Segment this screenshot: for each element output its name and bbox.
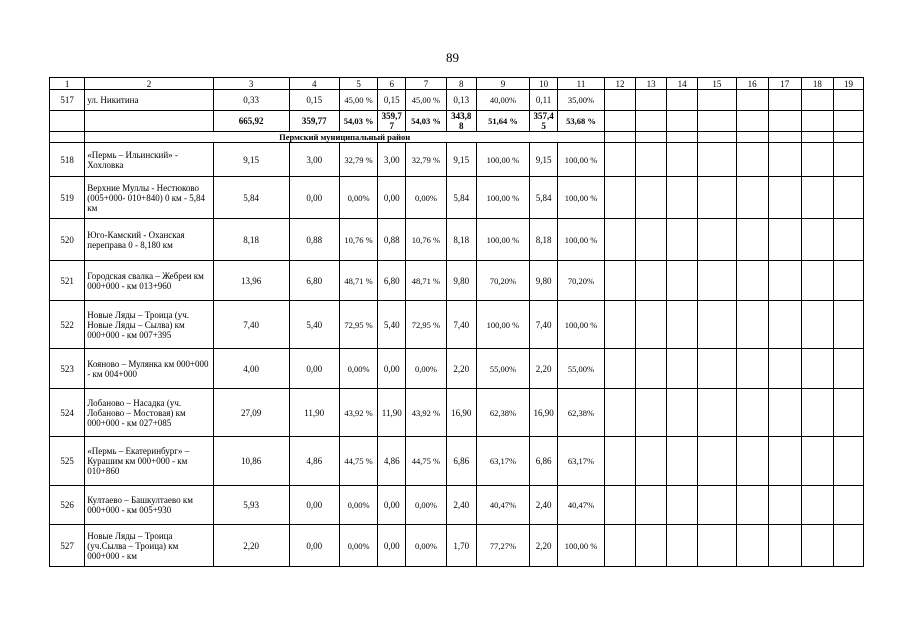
empty-cell-14 [667, 143, 698, 177]
value-c4: 0,88 [289, 219, 339, 261]
empty-cell-12 [605, 90, 636, 111]
value-c11: 100,00 % [557, 143, 604, 177]
value-c6: 0,00 [378, 525, 406, 567]
value-c11: 62,38% [557, 389, 604, 437]
road-name: Култаево – Башкултаево км 000+000 - км 005+930 [85, 486, 213, 525]
empty-cell-19 [833, 261, 863, 301]
empty-cell-14 [667, 261, 698, 301]
empty-cell-16 [736, 349, 768, 389]
value-c6: 6,80 [378, 261, 406, 301]
empty-cell-12 [605, 389, 636, 437]
value-c6: 0,00 [378, 486, 406, 525]
value-c8: 2,20 [446, 349, 476, 389]
value-c7: 72,95 % [406, 301, 447, 349]
empty-cell-15 [698, 111, 737, 132]
value-c8: 8,18 [446, 219, 476, 261]
empty-cell-13 [636, 132, 667, 143]
value-c7: 43,92 % [406, 389, 447, 437]
empty-cell-18 [801, 486, 833, 525]
empty-cell-18 [801, 301, 833, 349]
value-c7: 0,00% [406, 349, 447, 389]
empty-cell-12 [605, 219, 636, 261]
row-number: 526 [50, 486, 85, 525]
empty-cell-17 [768, 437, 801, 486]
value-c9: 40,47% [476, 486, 529, 525]
value-c5: 32,79 % [339, 143, 378, 177]
empty-cell-14 [667, 132, 698, 143]
column-header-12: 12 [605, 78, 636, 90]
total-c9: 51,64 % [476, 111, 529, 132]
value-c5: 45,00 % [339, 90, 378, 111]
empty-cell-19 [833, 437, 863, 486]
empty-cell-19 [833, 143, 863, 177]
total-c8: 343,8 8 [446, 111, 476, 132]
value-c10: 0,11 [530, 90, 558, 111]
column-header-18: 18 [801, 78, 833, 90]
road-name: Верхние Муллы - Нестюково (005+000- 010+840) 0 км - 5,84 км [85, 177, 213, 219]
empty-cell-17 [768, 389, 801, 437]
road-name: Новые Ляды – Троица (уч.Сылва – Троица) км 000+000 - км [85, 525, 213, 567]
total-c4: 359,77 [289, 111, 339, 132]
value-c8: 1,70 [446, 525, 476, 567]
value-c4: 11,90 [289, 389, 339, 437]
empty-cell-17 [768, 111, 801, 132]
value-c3: 10,86 [213, 437, 289, 486]
empty-cell-17 [768, 177, 801, 219]
value-c3: 27,09 [213, 389, 289, 437]
empty-cell-18 [801, 219, 833, 261]
empty-cell-18 [801, 349, 833, 389]
table-row [50, 389, 864, 437]
empty-cell-15 [698, 525, 737, 567]
page-number: 89 [446, 50, 459, 65]
total-c7: 54,03 % [406, 111, 447, 132]
empty-cell-18 [801, 143, 833, 177]
value-c9: 100,00 % [476, 177, 529, 219]
empty-cell-19 [833, 349, 863, 389]
value-c11: 100,00 % [557, 301, 604, 349]
value-c9: 62,38% [476, 389, 529, 437]
value-c9: 55,00% [476, 349, 529, 389]
empty-cell-18 [801, 90, 833, 111]
empty-cell-16 [736, 143, 768, 177]
value-c4: 5,40 [289, 301, 339, 349]
road-name: Лобаново – Насадка (уч. Лобаново – Мостовая) км 000+000 - км 027+085 [85, 389, 213, 437]
table-row [50, 177, 864, 219]
empty-cell-12 [605, 486, 636, 525]
empty-cell-14 [667, 486, 698, 525]
column-header-8: 8 [446, 78, 476, 90]
empty-cell-19 [833, 132, 863, 143]
empty-cell-19 [833, 90, 863, 111]
empty-cell-12 [605, 111, 636, 132]
empty-cell-13 [636, 111, 667, 132]
value-c7: 0,00% [406, 486, 447, 525]
value-c6: 0,00 [378, 177, 406, 219]
empty-cell-17 [768, 90, 801, 111]
empty-cell-14 [667, 90, 698, 111]
value-c3: 5,93 [213, 486, 289, 525]
total-empty-1 [50, 111, 85, 132]
value-c4: 0,00 [289, 349, 339, 389]
column-header-1: 1 [50, 78, 85, 90]
total-c6: 359,7 7 [378, 111, 406, 132]
empty-cell-19 [833, 219, 863, 261]
value-c5: 0,00% [339, 525, 378, 567]
value-c11: 70,20% [557, 261, 604, 301]
value-c5: 48,71 % [339, 261, 378, 301]
empty-cell-13 [636, 90, 667, 111]
value-c6: 0,88 [378, 219, 406, 261]
empty-cell-12 [605, 301, 636, 349]
column-header-17: 17 [768, 78, 801, 90]
value-c5: 44,75 % [339, 437, 378, 486]
empty-cell-14 [667, 349, 698, 389]
value-c9: 100,00 % [476, 143, 529, 177]
empty-cell-16 [736, 525, 768, 567]
value-c8: 0,13 [446, 90, 476, 111]
road-name: «Пермь – Ильинский» - Хохловка [85, 143, 213, 177]
empty-cell-13 [636, 349, 667, 389]
empty-cell-17 [768, 301, 801, 349]
row-number: 525 [50, 437, 85, 486]
empty-cell-13 [636, 261, 667, 301]
table-row [50, 90, 864, 111]
empty-cell-16 [736, 111, 768, 132]
row-number: 518 [50, 143, 85, 177]
empty-cell-17 [768, 132, 801, 143]
road-name: «Пермь – Екатеринбург» – Курашим км 000+000 - км 010+860 [85, 437, 213, 486]
row-number: 521 [50, 261, 85, 301]
column-header-2: 2 [85, 78, 213, 90]
value-c5: 0,00% [339, 349, 378, 389]
value-c11: 100,00 % [557, 219, 604, 261]
total-c3: 665,92 [213, 111, 289, 132]
value-c7: 32,79 % [406, 143, 447, 177]
value-c8: 6,86 [446, 437, 476, 486]
value-c4: 0,15 [289, 90, 339, 111]
value-c10: 9,15 [530, 143, 558, 177]
column-header-11: 11 [557, 78, 604, 90]
empty-cell-12 [605, 437, 636, 486]
empty-cell-15 [698, 90, 737, 111]
value-c5: 10,76 % [339, 219, 378, 261]
value-c9: 77,27% [476, 525, 529, 567]
empty-cell-14 [667, 111, 698, 132]
empty-cell-15 [698, 389, 737, 437]
value-c6: 3,00 [378, 143, 406, 177]
road-name: ул. Никитина [85, 90, 213, 111]
table-row [50, 349, 864, 389]
value-c4: 6,80 [289, 261, 339, 301]
empty-cell-17 [768, 525, 801, 567]
column-header-19: 19 [833, 78, 863, 90]
empty-cell-12 [605, 143, 636, 177]
value-c4: 3,00 [289, 143, 339, 177]
value-c10: 2,20 [530, 525, 558, 567]
empty-cell-17 [768, 261, 801, 301]
total-empty-2 [85, 111, 213, 132]
empty-cell-18 [801, 389, 833, 437]
value-c10: 8,18 [530, 219, 558, 261]
value-c4: 0,00 [289, 525, 339, 567]
empty-cell-15 [698, 437, 737, 486]
empty-cell-19 [833, 525, 863, 567]
value-c9: 63,17% [476, 437, 529, 486]
empty-cell-14 [667, 301, 698, 349]
empty-cell-18 [801, 177, 833, 219]
empty-cell-17 [768, 143, 801, 177]
value-c6: 0,15 [378, 90, 406, 111]
empty-cell-15 [698, 349, 737, 389]
value-c6: 11,90 [378, 389, 406, 437]
table-row [50, 437, 864, 486]
value-c10: 2,40 [530, 486, 558, 525]
value-c6: 5,40 [378, 301, 406, 349]
value-c3: 4,00 [213, 349, 289, 389]
value-c6: 0,00 [378, 349, 406, 389]
empty-cell-16 [736, 261, 768, 301]
empty-cell-16 [736, 486, 768, 525]
empty-cell-16 [736, 132, 768, 143]
total-c11: 53,68 % [557, 111, 604, 132]
total-row [50, 111, 864, 132]
value-c7: 0,00% [406, 525, 447, 567]
empty-cell-16 [736, 219, 768, 261]
empty-cell-15 [698, 486, 737, 525]
empty-cell-13 [636, 143, 667, 177]
value-c3: 7,40 [213, 301, 289, 349]
column-header-3: 3 [213, 78, 289, 90]
empty-cell-18 [801, 261, 833, 301]
value-c3: 13,96 [213, 261, 289, 301]
value-c3: 2,20 [213, 525, 289, 567]
column-header-15: 15 [698, 78, 737, 90]
row-number: 524 [50, 389, 85, 437]
empty-cell-19 [833, 301, 863, 349]
empty-cell-18 [801, 111, 833, 132]
value-c10: 2,20 [530, 349, 558, 389]
value-c7: 10,76 % [406, 219, 447, 261]
value-c4: 4,86 [289, 437, 339, 486]
value-c5: 0,00% [339, 486, 378, 525]
value-c8: 9,15 [446, 143, 476, 177]
value-c10: 16,90 [530, 389, 558, 437]
value-c9: 100,00 % [476, 301, 529, 349]
empty-cell-19 [833, 111, 863, 132]
empty-cell-15 [698, 219, 737, 261]
value-c7: 48,71 % [406, 261, 447, 301]
table-row [50, 486, 864, 525]
empty-cell-18 [801, 525, 833, 567]
column-header-16: 16 [736, 78, 768, 90]
value-c3: 5,84 [213, 177, 289, 219]
row-number: 523 [50, 349, 85, 389]
empty-cell-12 [605, 177, 636, 219]
value-c4: 0,00 [289, 486, 339, 525]
column-header-7: 7 [406, 78, 447, 90]
header-row [50, 78, 864, 90]
total-c5: 54,03 % [339, 111, 378, 132]
value-c10: 5,84 [530, 177, 558, 219]
value-c11: 55,00% [557, 349, 604, 389]
empty-cell-14 [667, 437, 698, 486]
empty-cell-18 [801, 437, 833, 486]
empty-cell-16 [736, 301, 768, 349]
column-header-9: 9 [476, 78, 529, 90]
table-row [50, 301, 864, 349]
value-c10: 6,86 [530, 437, 558, 486]
empty-cell-12 [605, 525, 636, 567]
empty-cell-14 [667, 177, 698, 219]
value-c8: 16,90 [446, 389, 476, 437]
section-empty-1 [50, 132, 85, 143]
column-header-5: 5 [339, 78, 378, 90]
empty-cell-16 [736, 389, 768, 437]
road-name: Новые Ляды – Троица (уч. Новые Ляды – Сылва) км 000+000 - км 007+395 [85, 301, 213, 349]
empty-cell-15 [698, 177, 737, 219]
empty-cell-12 [605, 349, 636, 389]
road-table [49, 77, 864, 567]
road-name: Кояново – Мулянка км 000+000 - км 004+000 [85, 349, 213, 389]
table-row [50, 261, 864, 301]
value-c7: 45,00 % [406, 90, 447, 111]
value-c5: 72,95 % [339, 301, 378, 349]
section-title: Пермский муниципальный район [85, 132, 605, 143]
value-c11: 100,00 % [557, 525, 604, 567]
value-c8: 5,84 [446, 177, 476, 219]
empty-cell-13 [636, 219, 667, 261]
value-c9: 70,20% [476, 261, 529, 301]
value-c4: 0,00 [289, 177, 339, 219]
empty-cell-17 [768, 219, 801, 261]
empty-cell-19 [833, 389, 863, 437]
value-c7: 44,75 % [406, 437, 447, 486]
table-row [50, 143, 864, 177]
empty-cell-12 [605, 132, 636, 143]
value-c11: 63,17% [557, 437, 604, 486]
row-number: 517 [50, 90, 85, 111]
empty-cell-13 [636, 486, 667, 525]
column-header-4: 4 [289, 78, 339, 90]
empty-cell-14 [667, 389, 698, 437]
empty-cell-16 [736, 90, 768, 111]
empty-cell-16 [736, 177, 768, 219]
empty-cell-13 [636, 301, 667, 349]
table-row [50, 219, 864, 261]
empty-cell-19 [833, 177, 863, 219]
empty-cell-16 [736, 437, 768, 486]
empty-cell-13 [636, 177, 667, 219]
empty-cell-14 [667, 219, 698, 261]
value-c11: 100,00 % [557, 177, 604, 219]
empty-cell-15 [698, 143, 737, 177]
value-c10: 7,40 [530, 301, 558, 349]
total-c10: 357,4 5 [530, 111, 558, 132]
value-c3: 0,33 [213, 90, 289, 111]
value-c8: 2,40 [446, 486, 476, 525]
empty-cell-15 [698, 261, 737, 301]
empty-cell-12 [605, 261, 636, 301]
value-c8: 7,40 [446, 301, 476, 349]
column-header-14: 14 [667, 78, 698, 90]
value-c9: 40,00% [476, 90, 529, 111]
row-number: 527 [50, 525, 85, 567]
road-name: Юго-Камский - Оханская переправа 0 - 8,180 км [85, 219, 213, 261]
empty-cell-17 [768, 486, 801, 525]
column-header-13: 13 [636, 78, 667, 90]
column-header-6: 6 [378, 78, 406, 90]
value-c8: 9,80 [446, 261, 476, 301]
value-c5: 0,00% [339, 177, 378, 219]
value-c6: 4,86 [378, 437, 406, 486]
empty-cell-17 [768, 349, 801, 389]
section-row [50, 132, 864, 143]
empty-cell-14 [667, 525, 698, 567]
value-c11: 40,47% [557, 486, 604, 525]
empty-cell-19 [833, 486, 863, 525]
row-number: 519 [50, 177, 85, 219]
row-number: 522 [50, 301, 85, 349]
column-header-10: 10 [530, 78, 558, 90]
table-row [50, 525, 864, 567]
row-number: 520 [50, 219, 85, 261]
value-c10: 9,80 [530, 261, 558, 301]
value-c3: 8,18 [213, 219, 289, 261]
value-c7: 0,00% [406, 177, 447, 219]
empty-cell-15 [698, 132, 737, 143]
empty-cell-13 [636, 389, 667, 437]
value-c5: 43,92 % [339, 389, 378, 437]
value-c11: 35,00% [557, 90, 604, 111]
value-c9: 100,00 % [476, 219, 529, 261]
value-c3: 9,15 [213, 143, 289, 177]
empty-cell-13 [636, 437, 667, 486]
empty-cell-13 [636, 525, 667, 567]
empty-cell-18 [801, 132, 833, 143]
empty-cell-15 [698, 301, 737, 349]
road-name: Городская свалка – Жебреи км 000+000 - км 013+960 [85, 261, 213, 301]
